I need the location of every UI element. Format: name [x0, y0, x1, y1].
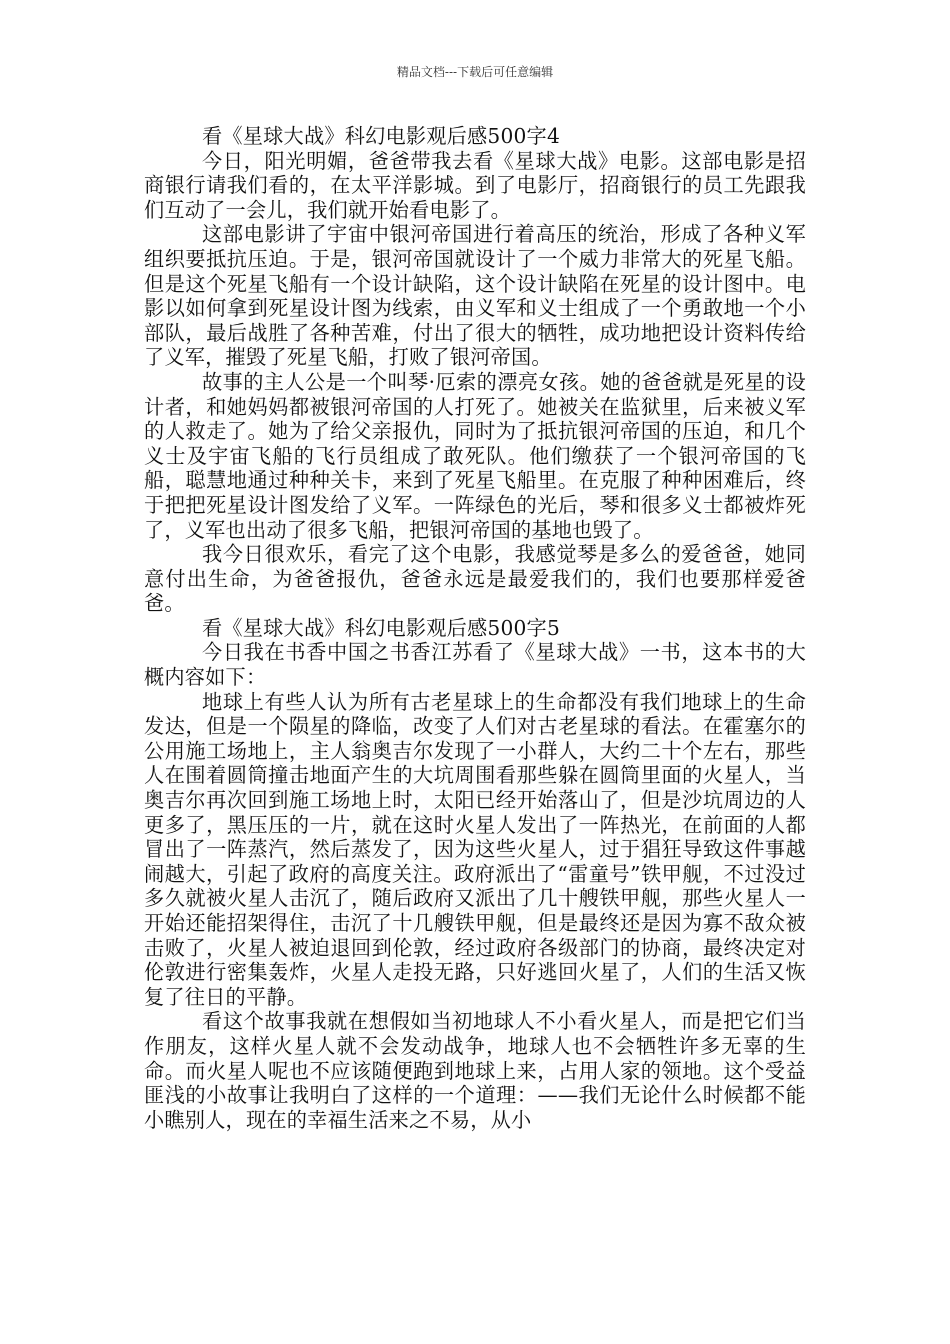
paragraph: 今日，阳光明媚，爸爸带我去看《星球大战》电影。这部电影是招商银行请我们看的，在太平洋影城。到了电影厅，招商银行的员工先跟我们互动了一会儿，我们就开始看电影了。: [144, 148, 806, 222]
paragraph: 故事的主人公是一个叫琴·厄索的漂亮女孩。她的爸爸就是死星的设计者，和她妈妈都被银河帝国的人打死了。她被关在监狱里，后来被义军的人救走了。她为了给父亲报仇，同时为了抵抗银河帝国的压迫，和几个义士及宇宙飞船的飞行员组成了敢死队。他们缴获了一个银河帝国的飞船，聪慧地通过种种关卡，来到了死星飞船里。在克服了种种困难后，终于把把死星设计图发给了义军。一阵绿色的光后，琴和很多义士都被炸死了，义军也出动了很多飞船，把银河帝国的基地也毁了。: [144, 369, 806, 542]
paragraph: 今日我在书香中国之书香江苏看了《星球大战》一书，这本书的大概内容如下：: [144, 640, 806, 690]
essay-title-5: 看《星球大战》科幻电影观后感500字5: [202, 615, 560, 640]
page-header: 精品文档---下载后可任意编辑: [396, 65, 554, 79]
paragraph: 看这个故事我就在想假如当初地球人不小看火星人，而是把它们当作朋友，这样火星人就不会发动战争，地球人也不会牺牲许多无辜的生命。而火星人呢也不应该随便跑到地球上来，占用人家的领地。这个受益匪浅的小故事让我明白了这样的一个道理：——我们无论什么时候都不能小瞧别人，现在的幸福生活来之不易，从小: [144, 1009, 806, 1132]
paragraph: 我今日很欢乐，看完了这个电影，我感觉琴是多么的爱爸爸，她同意付出生命，为爸爸报仇，爸爸永远是最爱我们的，我们也要那样爱爸爸。: [144, 542, 806, 616]
document-body: [144, 124, 806, 1132]
essay-title-4: 看《星球大战》科幻电影观后感500字4: [202, 124, 560, 148]
paragraph: 地球上有些人认为所有古老星球上的生命都没有我们地球上的生命发达，但是一个陨星的降临，改变了人们对古老星球的看法。在霍塞尔的公用施工场地上，主人翁奥吉尔发现了一小群人，大约二十个左右，那些人在围着圆筒撞击地面产生的大坑周围看那些躲在圆筒里面的火星人，当奥吉尔再次回到施工场地上时，太阳已经开始落山了，但是沙坑周边的人更多了，黑压压的一片，就在这时火星人发出了一阵热光，在前面的人都冒出了一阵蒸汽，然后蒸发了，因为这些火星人，过于猖狂导致这件事越闹越大，引起了政府的高度关注。政府派出了“雷童号”铁甲舰，不过没过多久就被火星人击沉了，随后政府又派出了几十艘铁甲舰，那些火星人一开始还能招架得住，击沉了十几艘铁甲舰，但是最终还是因为寡不敌众被击败了，火星人被迫退回到伦敦，经过政府各级部门的协商，最终决定对伦敦进行密集轰炸，火星人走投无路，只好逃回火星了，人们的生活又恢复了往日的平静。: [144, 689, 806, 1009]
paragraph: 这部电影讲了宇宙中银河帝国进行着高压的统治，形成了各种义军组织要抵抗压迫。于是，银河帝国就设计了一个威力非常大的死星飞船。但是这个死星飞船有一个设计缺陷，这个设计缺陷在死星的设计图中。电影以如何拿到死星设计图为线索，由义军和义士组成了一个勇敢地一个小部队，最后战胜了各种苦难，付出了很大的牺牲，成功地把设计资料传给了义军，摧毁了死星飞船，打败了银河帝国。: [144, 222, 806, 370]
